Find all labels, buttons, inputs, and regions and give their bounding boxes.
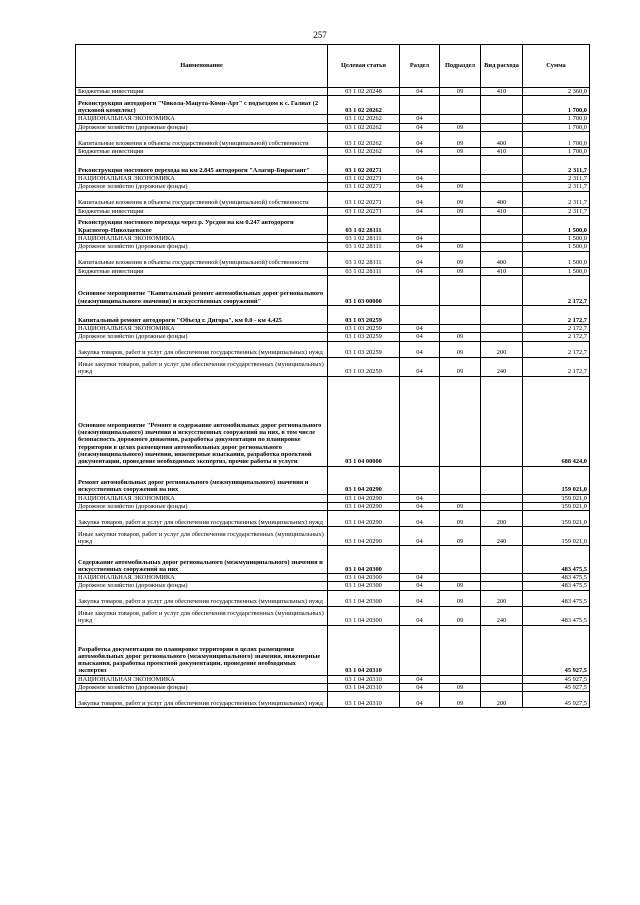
cell-subsection	[440, 625, 481, 675]
cell-name: Иные закупки товаров, работ и услуг для обеспечения государственных (муниципальных) нужд	[76, 606, 328, 625]
cell-code: 03 1 02 20262	[328, 123, 400, 131]
cell-type: 240	[481, 527, 523, 546]
table-header-row	[76, 45, 590, 88]
cell-code: 03 1 04 20310	[328, 625, 400, 675]
table-row	[76, 183, 590, 191]
cell-type: 200	[481, 511, 523, 527]
cell-section: 04	[400, 251, 440, 267]
cell-sum: 2 172,7	[523, 333, 590, 341]
table-row	[76, 147, 590, 155]
table-row	[76, 243, 590, 251]
cell-sum: 159 021,0	[523, 511, 590, 527]
cell-name: Дорожное хозяйство (дорожные фонды)	[76, 333, 328, 341]
cell-subsection: 09	[440, 684, 481, 692]
cell-type	[481, 466, 523, 494]
table-row	[76, 175, 590, 183]
cell-section: 04	[400, 115, 440, 123]
table-row	[76, 684, 590, 692]
cell-subsection: 09	[440, 183, 481, 191]
table-row	[76, 333, 590, 341]
cell-name: Капитальные вложения в объекты государственной (муниципальной) собственности	[76, 251, 328, 267]
cell-sum: 159 021,0	[523, 466, 590, 494]
cell-subsection: 09	[440, 527, 481, 546]
cell-subsection	[440, 466, 481, 494]
table-row	[76, 275, 590, 305]
table-row	[76, 96, 590, 115]
cell-subsection: 09	[440, 357, 481, 376]
cell-sum: 45 927,5	[523, 675, 590, 683]
cell-section	[400, 546, 440, 574]
cell-section: 04	[400, 267, 440, 275]
cell-code: 03 1 02 28111	[328, 267, 400, 275]
cell-subsection: 09	[440, 267, 481, 275]
cell-code: 03 1 04 20290	[328, 494, 400, 502]
cell-code: 03 1 04 20300	[328, 546, 400, 574]
cell-name: Ремонт автомобильных дорог регионального (межмуниципального) значения и искусственных сооружений на них	[76, 466, 328, 494]
table-row	[76, 207, 590, 215]
cell-code: 03 1 02 20248	[328, 88, 400, 96]
cell-name: Иные закупки товаров, работ и услуг для обеспечения государственных (муниципальных) нужд	[76, 527, 328, 546]
cell-code: 03 1 03 20259	[328, 333, 400, 341]
cell-type	[481, 275, 523, 305]
cell-section	[400, 466, 440, 494]
cell-type	[481, 243, 523, 251]
cell-name: Реконструкция мостового перехода через р. Урсдон на км 0.247 автодороги Красногор-Николаевское	[76, 216, 328, 235]
cell-type: 240	[481, 606, 523, 625]
cell-type	[481, 494, 523, 502]
cell-sum: 483 475,5	[523, 590, 590, 606]
cell-code: 03 1 02 20262	[328, 115, 400, 123]
table-row	[76, 156, 590, 175]
cell-sum: 1 700,0	[523, 147, 590, 155]
cell-section: 04	[400, 341, 440, 357]
table-row	[76, 88, 590, 96]
cell-subsection	[440, 675, 481, 683]
cell-type	[481, 216, 523, 235]
cell-code: 03 1 03 20259	[328, 341, 400, 357]
cell-type: 400	[481, 191, 523, 207]
cell-section: 04	[400, 324, 440, 332]
cell-type	[481, 183, 523, 191]
header-sum: Сумма	[523, 45, 590, 88]
cell-type	[481, 115, 523, 123]
cell-section: 04	[400, 502, 440, 510]
cell-type	[481, 305, 523, 324]
cell-subsection: 09	[440, 606, 481, 625]
table-row	[76, 131, 590, 147]
cell-subsection: 09	[440, 333, 481, 341]
table-row	[76, 376, 590, 466]
cell-type: 400	[481, 131, 523, 147]
table-row	[76, 324, 590, 332]
table-row	[76, 216, 590, 235]
cell-type	[481, 123, 523, 131]
cell-section: 04	[400, 582, 440, 590]
cell-type: 410	[481, 267, 523, 275]
cell-sum: 159 021,0	[523, 527, 590, 546]
cell-section: 04	[400, 243, 440, 251]
cell-code: 03 1 02 28111	[328, 251, 400, 267]
cell-name: Дорожное хозяйство (дорожные фонды)	[76, 243, 328, 251]
cell-name: Бюджетные инвестиции	[76, 267, 328, 275]
cell-sum: 45 927,5	[523, 625, 590, 675]
cell-code: 03 1 03 00000	[328, 275, 400, 305]
cell-type	[481, 156, 523, 175]
table-row	[76, 675, 590, 683]
cell-type	[481, 235, 523, 243]
cell-sum: 1 700,0	[523, 131, 590, 147]
cell-section: 04	[400, 131, 440, 147]
cell-subsection: 09	[440, 251, 481, 267]
table-row	[76, 115, 590, 123]
page-number: 257	[313, 30, 327, 40]
cell-type	[481, 675, 523, 683]
cell-sum: 1 500,0	[523, 216, 590, 235]
cell-code: 03 1 04 20300	[328, 606, 400, 625]
cell-section	[400, 156, 440, 175]
table-row	[76, 692, 590, 708]
cell-name: Бюджетные инвестиции	[76, 147, 328, 155]
cell-name: Закупка товаров, работ и услуг для обеспечения государственных (муниципальных) нужд	[76, 692, 328, 708]
cell-section: 04	[400, 333, 440, 341]
cell-type: 200	[481, 341, 523, 357]
table-row	[76, 494, 590, 502]
cell-subsection: 09	[440, 692, 481, 708]
cell-section	[400, 376, 440, 466]
table-row	[76, 235, 590, 243]
cell-type	[481, 96, 523, 115]
cell-code: 03 1 02 20262	[328, 147, 400, 155]
cell-section: 04	[400, 207, 440, 215]
cell-sum: 688 424,0	[523, 376, 590, 466]
cell-code: 03 1 03 20259	[328, 324, 400, 332]
cell-type: 410	[481, 88, 523, 96]
cell-subsection: 09	[440, 131, 481, 147]
cell-name: Дорожное хозяйство (дорожные фонды)	[76, 183, 328, 191]
cell-code: 03 1 02 20271	[328, 175, 400, 183]
cell-subsection	[440, 376, 481, 466]
cell-section	[400, 275, 440, 305]
cell-code: 03 1 04 20290	[328, 466, 400, 494]
cell-subsection	[440, 216, 481, 235]
cell-sum: 1 500,0	[523, 243, 590, 251]
cell-type	[481, 582, 523, 590]
budget-table	[75, 44, 590, 708]
cell-section: 04	[400, 123, 440, 131]
cell-sum: 2 311,7	[523, 191, 590, 207]
cell-section: 04	[400, 175, 440, 183]
cell-name: Дорожное хозяйство (дорожные фонды)	[76, 502, 328, 510]
cell-name: Бюджетные инвестиции	[76, 88, 328, 96]
cell-subsection: 09	[440, 590, 481, 606]
cell-sum: 483 475,5	[523, 574, 590, 582]
cell-subsection	[440, 324, 481, 332]
cell-code: 03 1 04 20310	[328, 692, 400, 708]
cell-code: 03 1 04 20300	[328, 582, 400, 590]
cell-sum: 1 700,0	[523, 123, 590, 131]
cell-subsection: 09	[440, 147, 481, 155]
table-row	[76, 511, 590, 527]
header-subsection: Подраздел	[440, 45, 481, 88]
table-row	[76, 625, 590, 675]
cell-type: 200	[481, 692, 523, 708]
cell-type	[481, 574, 523, 582]
cell-sum: 2 311,7	[523, 207, 590, 215]
cell-section: 04	[400, 675, 440, 683]
cell-subsection: 09	[440, 511, 481, 527]
cell-section: 04	[400, 590, 440, 606]
cell-subsection	[440, 156, 481, 175]
cell-sum: 2 360,0	[523, 88, 590, 96]
cell-section: 04	[400, 191, 440, 207]
cell-sum: 1 500,0	[523, 251, 590, 267]
cell-type	[481, 502, 523, 510]
cell-section	[400, 96, 440, 115]
cell-subsection	[440, 574, 481, 582]
cell-code: 03 1 04 20290	[328, 527, 400, 546]
cell-type	[481, 376, 523, 466]
cell-section: 04	[400, 357, 440, 376]
header-code: Целевая статья	[328, 45, 400, 88]
cell-type	[481, 333, 523, 341]
cell-subsection: 09	[440, 191, 481, 207]
table-row	[76, 357, 590, 376]
cell-name: НАЦИОНАЛЬНАЯ ЭКОНОМИКА	[76, 675, 328, 683]
table-row	[76, 546, 590, 574]
table-row	[76, 502, 590, 510]
cell-name: Капитальные вложения в объекты государственной (муниципальной) собственности	[76, 131, 328, 147]
header-name: Наименование	[76, 45, 328, 88]
cell-type: 410	[481, 147, 523, 155]
cell-name: Основное мероприятие "Капитальный ремонт автомобильных дорог регионального (межмуниципального значения) и искусственных сооружений"	[76, 275, 328, 305]
table-row	[76, 123, 590, 131]
cell-subsection: 09	[440, 582, 481, 590]
cell-section: 04	[400, 574, 440, 582]
cell-sum: 2 311,7	[523, 156, 590, 175]
cell-sum: 159 021,0	[523, 502, 590, 510]
cell-name: Закупка товаров, работ и услуг для обеспечения государственных (муниципальных) нужд	[76, 341, 328, 357]
cell-sum: 2 172,7	[523, 324, 590, 332]
cell-type	[481, 684, 523, 692]
cell-name: НАЦИОНАЛЬНАЯ ЭКОНОМИКА	[76, 115, 328, 123]
cell-name: Дорожное хозяйство (дорожные фонды)	[76, 123, 328, 131]
cell-subsection: 09	[440, 123, 481, 131]
table-row	[76, 527, 590, 546]
table-row	[76, 590, 590, 606]
cell-type: 410	[481, 207, 523, 215]
cell-name: Иные закупки товаров, работ и услуг для обеспечения государственных (муниципальных) нужд	[76, 357, 328, 376]
cell-name: Закупка товаров, работ и услуг для обеспечения государственных (муниципальных) нужд	[76, 590, 328, 606]
cell-section	[400, 625, 440, 675]
cell-code: 03 1 03 20259	[328, 357, 400, 376]
cell-sum: 483 475,5	[523, 546, 590, 574]
cell-subsection	[440, 494, 481, 502]
cell-name: Капитальный ремонт автодороги "Объезд г. Дигора", км 0.0 - км 4.425	[76, 305, 328, 324]
cell-type	[481, 625, 523, 675]
cell-name: НАЦИОНАЛЬНАЯ ЭКОНОМИКА	[76, 175, 328, 183]
cell-code: 03 1 04 00000	[328, 376, 400, 466]
cell-section	[400, 305, 440, 324]
cell-sum: 483 475,5	[523, 582, 590, 590]
cell-section: 04	[400, 88, 440, 96]
cell-type: 240	[481, 357, 523, 376]
cell-code: 03 1 02 28111	[328, 243, 400, 251]
cell-code: 03 1 02 28111	[328, 216, 400, 235]
cell-section: 04	[400, 235, 440, 243]
cell-type	[481, 324, 523, 332]
cell-code: 03 1 04 20290	[328, 511, 400, 527]
table-row	[76, 466, 590, 494]
cell-code: 03 1 02 20271	[328, 183, 400, 191]
cell-sum: 1 500,0	[523, 267, 590, 275]
cell-code: 03 1 02 28111	[328, 235, 400, 243]
cell-name: Основное мероприятие "Ремонт и содержание автомобильных дорог регионального (межмуниципального) значения и искусственных сооружений на них, в том числе безопасность дорожного движения, разработка документации по планировке территории в целях размещения автомобильных дорог регионального (межмуниципального) значения, инженерные изыскания, разработка проектной документации, проведение необходимых экспертиз, прочие работы и услуги	[76, 376, 328, 466]
cell-sum: 2 172,7	[523, 305, 590, 324]
cell-name: НАЦИОНАЛЬНАЯ ЭКОНОМИКА	[76, 494, 328, 502]
cell-code: 03 1 04 20300	[328, 574, 400, 582]
cell-name: НАЦИОНАЛЬНАЯ ЭКОНОМИКА	[76, 235, 328, 243]
cell-name: Реконструкция автодороги "Чикола-Мацута-Коми-Арт" с подъездом к с. Галиат (2 пусковой комплекс)	[76, 96, 328, 115]
cell-name: Дорожное хозяйство (дорожные фонды)	[76, 582, 328, 590]
cell-subsection	[440, 115, 481, 123]
table-row	[76, 305, 590, 324]
cell-sum: 2 172,7	[523, 341, 590, 357]
cell-section: 04	[400, 692, 440, 708]
cell-sum: 2 311,7	[523, 183, 590, 191]
cell-section: 04	[400, 183, 440, 191]
table-row	[76, 191, 590, 207]
table-row	[76, 341, 590, 357]
cell-name: НАЦИОНАЛЬНАЯ ЭКОНОМИКА	[76, 574, 328, 582]
cell-name: Разработка документации по планировке территории в целях размещения автомобильных дорог регионального (межмуниципального) значения, инженерные изыскания, разработка проектной документации, проведение необходимых экспертиз	[76, 625, 328, 675]
table-row	[76, 606, 590, 625]
cell-sum: 1 700,0	[523, 96, 590, 115]
cell-sum: 45 927,5	[523, 692, 590, 708]
cell-sum: 159 021,0	[523, 494, 590, 502]
cell-type: 400	[481, 251, 523, 267]
cell-subsection: 09	[440, 88, 481, 96]
cell-section: 04	[400, 147, 440, 155]
cell-code: 03 1 02 20262	[328, 96, 400, 115]
cell-subsection: 09	[440, 207, 481, 215]
cell-type	[481, 546, 523, 574]
cell-subsection	[440, 96, 481, 115]
cell-subsection	[440, 175, 481, 183]
cell-code: 03 1 03 20259	[328, 305, 400, 324]
cell-code: 03 1 02 20271	[328, 207, 400, 215]
cell-code: 03 1 04 20310	[328, 675, 400, 683]
table-row	[76, 251, 590, 267]
cell-subsection: 09	[440, 502, 481, 510]
cell-sum: 2 172,7	[523, 275, 590, 305]
cell-subsection: 09	[440, 341, 481, 357]
cell-section: 04	[400, 511, 440, 527]
cell-name: Дорожное хозяйство (дорожные фонды)	[76, 684, 328, 692]
cell-subsection	[440, 275, 481, 305]
cell-subsection	[440, 546, 481, 574]
cell-type: 200	[481, 590, 523, 606]
cell-name: Содержание автомобильных дорог регионального (межмуниципального) значения и искусственных сооружений на них	[76, 546, 328, 574]
header-type: Вид расхода	[481, 45, 523, 88]
cell-sum: 2 311,7	[523, 175, 590, 183]
table-row	[76, 267, 590, 275]
cell-code: 03 1 02 20271	[328, 156, 400, 175]
cell-code: 03 1 02 20262	[328, 131, 400, 147]
table-row	[76, 582, 590, 590]
cell-code: 03 1 04 20290	[328, 502, 400, 510]
cell-section: 04	[400, 684, 440, 692]
cell-sum: 1 700,0	[523, 115, 590, 123]
cell-code: 03 1 04 20310	[328, 684, 400, 692]
cell-name: НАЦИОНАЛЬНАЯ ЭКОНОМИКА	[76, 324, 328, 332]
cell-name: Капитальные вложения в объекты государственной (муниципальной) собственности	[76, 191, 328, 207]
cell-section: 04	[400, 494, 440, 502]
cell-code: 03 1 02 20271	[328, 191, 400, 207]
table-row	[76, 574, 590, 582]
cell-sum: 45 927,5	[523, 684, 590, 692]
cell-sum: 483 475,5	[523, 606, 590, 625]
cell-type	[481, 175, 523, 183]
cell-name: Бюджетные инвестиции	[76, 207, 328, 215]
cell-name: Закупка товаров, работ и услуг для обеспечения государственных (муниципальных) нужд	[76, 511, 328, 527]
cell-sum: 1 500,0	[523, 235, 590, 243]
cell-section: 04	[400, 606, 440, 625]
cell-subsection	[440, 235, 481, 243]
table-body	[76, 88, 590, 708]
header-section: Раздел	[400, 45, 440, 88]
cell-code: 03 1 04 20300	[328, 590, 400, 606]
cell-section	[400, 216, 440, 235]
cell-section: 04	[400, 527, 440, 546]
cell-subsection: 09	[440, 243, 481, 251]
cell-sum: 2 172,7	[523, 357, 590, 376]
cell-name: Реконструкция мостового перехода на км 2.845 автодороги "Алагир-Бирагзанг"	[76, 156, 328, 175]
cell-subsection	[440, 305, 481, 324]
